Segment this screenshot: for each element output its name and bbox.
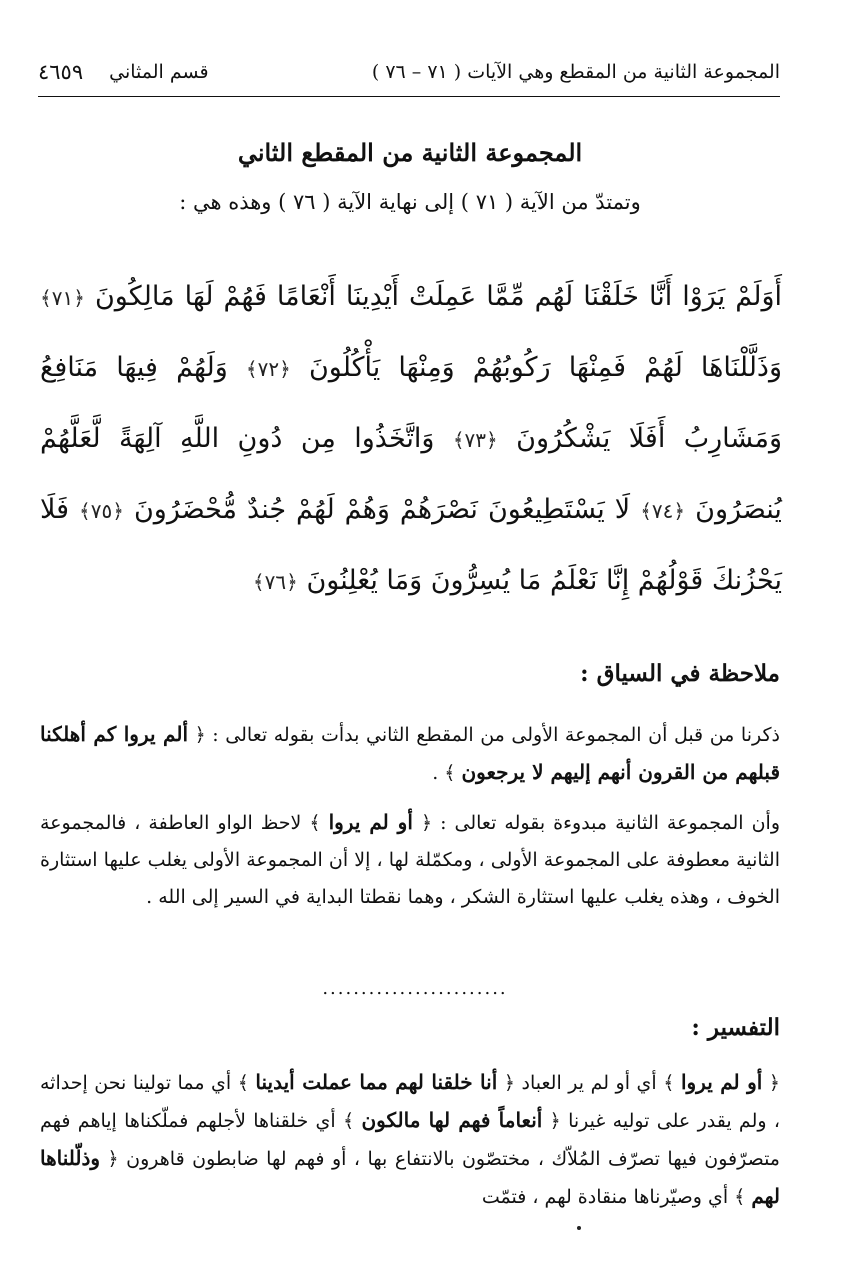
- running-title: المجموعة الثانية من المقطع وهي الآيات ( ٧١ – ٧٦ ): [371, 61, 780, 83]
- text-run: ﴾ لاحظ الواو العاطفة ، فالمجموعة الثانية معطوفة على المجموعة الأولى ، ومكمّلة لها ، إلا أن المجموعة الأولى يغلب عليها استثارة الخوف ، وهذه يغلب عليها استثارة الشكر ، وهما نقطتا البداية في السير إلى الله .: [40, 812, 780, 908]
- verse-text: أَوَلَمْ يَرَوْا أَنَّا خَلَقْنَا لَهُم مِّمَّا عَمِلَتْ أَيْدِينَا أَنْعَامًا فَهُمْ لَهَا مَالِكُونَ: [94, 281, 782, 312]
- group-subtitle: وتمتدّ من الآية ( ٧١ ) إلى نهاية الآية ( ٧٦ ) وهذه هي :: [179, 190, 641, 214]
- header-rule: [38, 96, 780, 97]
- context-note-heading: ملاحظة في السياق :: [580, 660, 780, 687]
- text-run: ﴿: [768, 1072, 780, 1094]
- quoted-verse: أنعاماً فهم لها مالكون: [361, 1108, 543, 1132]
- footer-dot: [577, 1226, 581, 1230]
- running-header: [38, 56, 780, 88]
- tafsir-heading: التفسير :: [691, 1014, 780, 1041]
- section-name: قسم المثاني: [109, 61, 209, 83]
- verse-text: لَا يَسْتَطِيعُونَ نَصْرَهُمْ وَهُمْ لَهُمْ جُندٌ مُّحْضَرُونَ: [133, 494, 631, 525]
- verse-text: وَلَهُمْ فِيهَا مَنَافِعُ وَمَشَارِبُ أَفَلَا يَشْكُرُونَ: [40, 352, 782, 454]
- context-paragraph-2: [40, 804, 780, 916]
- ayah-number-mark: ﴿٧٣﴾: [452, 428, 498, 452]
- group-title: المجموعة الثانية من المقطع الثاني: [237, 138, 583, 167]
- quoted-verse: وذلّلناها لهم: [40, 1146, 780, 1208]
- verse-text: فَلَا يَحْزُنكَ قَوْلُهُمْ إِنَّا نَعْلَمُ مَا يُسِرُّونَ وَمَا يُعْلِنُونَ: [40, 494, 782, 596]
- text-run: ﴾ .: [432, 762, 456, 784]
- verse-72: [246, 352, 782, 383]
- page-number: ٤٦٥٩: [38, 60, 84, 84]
- text-run: ﴾ أي وصيّرناها منقادة لهم ، فتمّت: [481, 1186, 746, 1208]
- text-run: وأن المجموعة الثانية مبدوءة بقوله تعالى : ﴿: [420, 812, 780, 834]
- ayah-number-mark: ﴿٧٢﴾: [245, 357, 291, 381]
- quoted-verse: أو لم يروا: [328, 810, 413, 834]
- context-paragraph-1: [40, 716, 780, 792]
- tafsir-paragraph: [40, 1064, 780, 1216]
- verse-75: [79, 494, 630, 525]
- section-separator: ........................: [322, 978, 508, 999]
- verse-text: وَذَلَّلْنَاهَا لَهُمْ فَمِنْهَا رَكُوبُهُمْ وَمِنْهَا يَأْكُلُونَ: [308, 352, 782, 383]
- ayah-number-mark: ﴿٧١﴾: [40, 286, 85, 310]
- ayah-number-mark: ﴿٧٥﴾: [79, 499, 124, 523]
- text-run: ﴾ أي أو لم ير العباد ﴿: [503, 1072, 675, 1094]
- verse-text: وَاتَّخَذُوا مِن دُونِ اللَّهِ آلِهَةً لَّعَلَّهُمْ يُنصَرُونَ: [40, 423, 782, 525]
- quoted-verse: أو لم يروا: [680, 1070, 763, 1094]
- quran-verses: [40, 262, 782, 617]
- quoted-verse: أنا خلقنا لهم مما عملت أيدينا: [255, 1070, 498, 1094]
- text-run: ذكرنا من قبل أن المجموعة الأولى من المقطع الثاني بدأت بقوله تعالى : ﴿: [194, 724, 780, 746]
- verse-71: [40, 281, 782, 312]
- ayah-number-mark: ﴿٧٦﴾: [252, 570, 298, 594]
- text-run: ﴾ أي خلقناها لأجلهم فملّكناها إياهم فهم متصرّفون فيها تصرّف المُلاّك ، مختصّون بالانتفاع بها ، أو فهم لها ضابطون قاهرون ﴿: [40, 1110, 780, 1170]
- text-run: ﴾ أي مما تولينا نحن إحداثه ، ولم يقدر على توليه غيرنا ﴿: [40, 1072, 780, 1132]
- quoted-verse: ألم يروا كم أهلكنا قبلهم من القرون أنهم إليهم لا يرجعون: [40, 722, 780, 784]
- ayah-number-mark: ﴿٧٤﴾: [640, 499, 686, 523]
- header-left-group: [38, 60, 209, 84]
